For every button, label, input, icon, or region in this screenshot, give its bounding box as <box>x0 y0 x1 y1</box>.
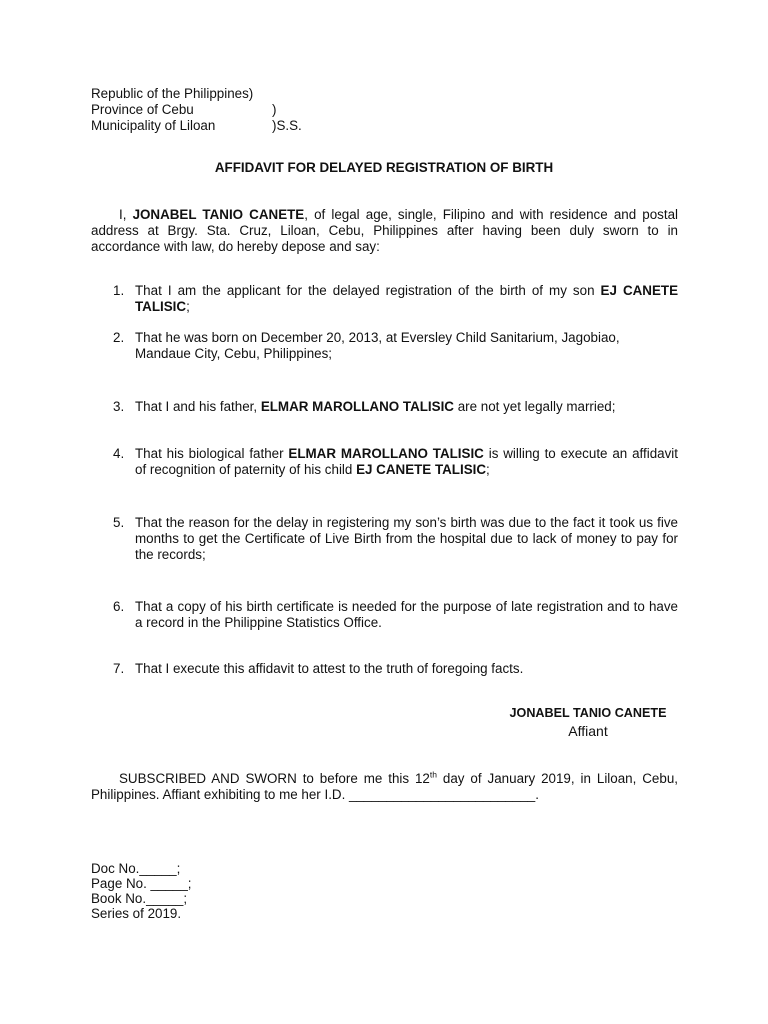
item-text: That I execute this affidavit to attest to the truth of foregoing facts. <box>135 661 524 676</box>
notarial-register <box>91 861 192 921</box>
item-text-part: ; <box>186 299 190 314</box>
item-text: That he was born on December 20, 2013, at Eversley Child Sanitarium, Jagobiao, Mandaue City, Cebu, Philippines; <box>135 330 620 361</box>
item-text-part: That his biological father <box>135 446 289 461</box>
affiant-signature-block <box>488 705 688 739</box>
item-text <box>135 283 678 315</box>
item-text <box>135 399 678 415</box>
jurat-text: SUBSCRIBED AND SWORN to before me this 12 <box>119 771 430 786</box>
ordinal-suffix: th <box>429 769 437 780</box>
item-text-part: That I and his father, <box>135 399 261 414</box>
venue-municipality-suffix: )S.S. <box>272 118 302 133</box>
father-name: ELMAR MAROLLANO TALISIC <box>288 446 484 461</box>
intro-paragraph <box>91 207 678 255</box>
jurat-paragraph <box>91 771 678 803</box>
item-text-part: is willing to execute an affidavit of recognition of paternity of his child <box>135 446 679 477</box>
page-number: Page No. _____; <box>91 876 192 891</box>
venue-province-suffix: ) <box>272 102 277 117</box>
item-text: That the reason for the delay in registering my son’s birth was due to the fact it took us five months to get the Certificate of Live Birth from the hospital due to lack of money to pay for the records; <box>135 515 678 562</box>
item-number: 5. <box>113 515 125 530</box>
list-item <box>113 661 678 677</box>
intro-text: , of legal age, single, Filipino and with residence and postal address at Brgy. Sta. Cruz, Liloan, Cebu, Philippines after having been duly sworn to in accordance with law, do hereby depose and say: <box>91 207 678 254</box>
book-number: Book No._____; <box>91 891 188 906</box>
item-text <box>135 446 678 478</box>
series-year: Series of 2019. <box>91 906 182 921</box>
item-number: 4. <box>113 446 125 461</box>
item-number: 3. <box>113 399 125 414</box>
affiant-name: JONABEL TANIO CANETE <box>509 706 667 720</box>
intro-prefix: I, <box>119 207 133 222</box>
list-item <box>113 330 678 362</box>
item-number: 7. <box>113 661 125 676</box>
list-item <box>113 283 678 315</box>
affiant-title: Affiant <box>568 723 608 739</box>
list-item <box>113 446 678 478</box>
father-name: ELMAR MAROLLANO TALISIC <box>260 399 454 414</box>
item-number: 2. <box>113 330 125 345</box>
list-item <box>113 399 678 415</box>
item-text-part: are not yet legally married; <box>453 399 616 414</box>
venue-municipality: Municipality of Liloan <box>91 118 216 133</box>
jurat-text: day of January 2019, in Liloan, Cebu, Philippines. Affiant exhibiting to me her I.D. _________________________. <box>91 771 678 802</box>
deposition-list <box>113 283 678 677</box>
item-number: 1. <box>113 283 125 298</box>
list-item <box>113 515 678 563</box>
list-item <box>113 599 678 631</box>
venue-country: Republic of the Philippines) <box>91 86 254 101</box>
document-title: AFFIDAVIT FOR DELAYED REGISTRATION OF BIRTH <box>214 160 554 175</box>
item-text: That a copy of his birth certificate is needed for the purpose of late registration and to have a record in the Philippine Statistics Office. <box>135 599 678 630</box>
child-name: EJ CANETE TALISIC <box>135 283 679 314</box>
item-text-part: ; <box>486 462 490 477</box>
venue-province: Province of Cebu <box>91 102 194 117</box>
venue-block <box>91 86 302 134</box>
item-text-part: That I am the applicant for the delayed registration of the birth of my son <box>135 283 601 298</box>
item-number: 6. <box>113 599 125 614</box>
doc-number: Doc No._____; <box>91 861 181 876</box>
child-name: EJ CANETE TALISIC <box>356 462 487 477</box>
affiant-name-inline: JONABEL TANIO CANETE <box>132 207 305 222</box>
